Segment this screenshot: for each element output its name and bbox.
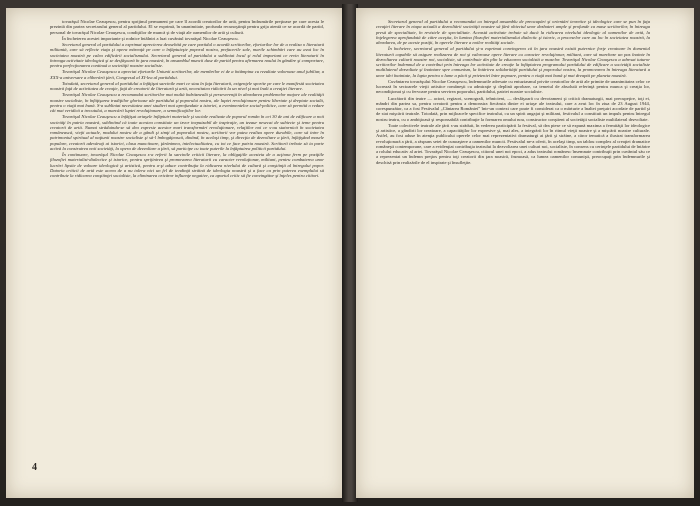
paragraph: În încheierea acestei importante şi rodnice întâlniri a luat cuvântul tovarăşul Nicolae Ceauşescu. (62, 35, 239, 41)
paragraph: Toate colectivele teatrale ale ţării s-au străduit, în vederea participării la festival, să dea piese ce să expună maxima a fermităţii lor ideologice şi artistice, a gândirii lor creatoare, a capacităţilor lor expresive şi, mai ales, a integrării lor în ritmul vieţii noastre şi a mişcării noastre culturale. Astfel, au fost aduse în atenţia publicului operele celor mai reprezentativi dramaturgi ai ţării şi străine, a căror tematică a ilustrat transformarea revoluţionară a ţării, a răspuns setei de cunoaştere a oamenilor muncii. Festivalul ne-a oferit, în acelaşi timp, un tablou complex al creaţiei dramatice româneşti contemporane, care a evidenţiat contribuţia teatrului la dezvoltarea unei culturi noi, socialiste, în consens cu cerinţele partidului de întărire a rolului educativ al artei. Tovarăşul Nicolae Ceauşescu, ctitorul unei noi epoci, a adus teatrului românesc însemnate contribuţii prin cuvântul său ce a reprezentat un îndemn preţios pentru toţi creatorii din ţara noastră, frumoasă, ca lumea oamenilor comunişti, preocupaţi prin îndemnurile şi deschisă prin realizările de el inspirate şi însufleţite. (376, 122, 650, 165)
paragraph: Tovarăşul Nicolae Ceauşescu a apreciat eforturile Uniunii scriitorilor, ale membrilor ei de a întâmpina cu rezultate valoroase anul jubiliar, a XXX-a aniversare a eliberării ţării, Congresul al XI-lea al partidului. (50, 69, 324, 80)
paragraph: Lucrătorii din teatre — actori, regizori, scenografi, tehnicieni, — desfăşoară cu devotament şi critică dramaturgii, mai precupeţire, toţi ei, mândri din partea sa, pentru creatorii pentru a demonstra fiecăruia dintre ei uriaşe ale teatrului, care a avut loc în ziua de 23 August 1944, corespunzător, ca a fost Festivalul „Cântarea României” într-un context care poate fi considerat ca o mărturie a înaltei preţuiri acordate de partid şi de stat mişcării teatrale. Totodată, prin mijloacele specifice teatrului, cu un spirit angajat şi militant, festivalul a constituit un impuls pentru întregul nostru teatru, cu o ambiţioasă şi responsabilă contribuţie la formarea omului nou, constructor conştient al societăţii socialiste multilateral dezvoltate. (376, 95, 650, 122)
right-text-column (376, 19, 650, 166)
paragraph: În încheiere, secretarul general al partidului şi-a exprimat convingerea că în ţara noastră există puternice forţe creatoare în domeniul literaturii capabile să asigure realizarea de noi şi valoroase opere literare cu caracter revoluţionar, militant, care să marcheze un pas înainte în dezvoltarea culturii noastre noi, socialiste, să contribuie din plin la educarea socialistă a maselor. Tovarăşul Nicolae Ceauşescu a adresat tuturor scriitorilor îndemnul de a contribui prin întreaga lor activitate de creaţie la înfăptuirea programului partidului de edificare a societăţii socialiste multilateral dezvoltate şi înaintare spre comunism, la întărirea solidarităţii partidului şi poporului nostru, la promovarea în întreaga literatură a unor idei înaintate, la lupta pentru o lume a păcii şi prieteniei între popoare, pentru o viaţă mai bună şi mai dreaptă pe planeta noastră. (376, 46, 650, 78)
paragraph: tovarăşul Nicolae Ceauşescu, pentru sprijinul permanent pe care îl acordă creatorilor de artă, pentru îndrumările preţioase pe care acesta le prezintă din partea secretarului general al partidului. El se exprimă, în unanimitate, profunda recunoştinţă pentru grija atentă ce se acordă de partid, personal de tovarăşul Nicolae Ceauşescu, condiţiilor de muncă şi de viaţă ale oamenilor de artă şi cultură. (50, 19, 324, 35)
left-page (6, 8, 344, 498)
paragraph: Cuvântarea tovarăşului Nicolae Ceauşescu, îndemnurile adresate cu entuziasmul privite creatorilor de artă ale primite de unanimitatea celor ce lucrează în sectoarele vieţii artistice româneşti cu admiraţie şi deplină aprobare, ca temeiul de absolută referinţă pentru munca şi creaţia lor, necondiţionat şi cu fervoare pentru servirea poporului, partidului, patriei noastre socialiste. (376, 78, 650, 95)
paragraph: Totodată, secretarul general al partidului a înfăţişat sarcinile mari ce stau în faţa literaturii, exigenţele sporite pe care le manifestă societatea noastră faţă de activitatea de creaţie, faţă de creatorii de literatură şi artă, necesitatea ridicării la un nivel şi mai înalt a creaţiei literare. (50, 80, 324, 91)
page-number: 4 (32, 462, 37, 473)
paragraph: În continuare, tovarăşul Nicolae Ceauşescu s-a referit la sarcinile criticii literare, la obligaţiile acesteia de a acţiona ferm pe poziţiile filozofiei materialist-dialectice şi istorice, pentru sprijinirea şi promovarea literaturii cu caracter revoluţionar, militant, pentru combaterea unor lucrări lipsite de valoare ideologică şi artistică, pentru a-şi aduce contribuţia la ridicarea nivelului de cultură şi conştiinţă al întregului popor. Datoria criticii de artă este aceea de a nu tolera nici un fel de tendinţă străină de ideologia noastră şi a face ca prin puterea exemplului să contribuie la ridicarea conştiinţei socialiste, la eliminarea oricăror influenţe negative, ca aportul critic să fie convingător şi înţeles pentru cititori. (50, 152, 324, 178)
paragraph: Tovarăşul Nicolae Ceauşescu a înfăţişat uriaşele înfăptuiri materiale şi sociale realizate de poporul român în cei 30 de ani de edificare a noii societăţi în patria noastră, subliniind că toate acestea constituie un izvor inepuizabil de inspiraţie, un tezaur nesecat de subiecte şi teme pentru creatorii de artă. Numai străduindu-se să dea expresie acestor mari transformări revoluţionare, relaţiilor noi ce s-au statornicit în societatea românească, vieţii actuale, modului nostru de a gândi şi simţi al poporului nostru, scriitorii vor putea realiza opere durabile, care să intre în patrimoniul spiritual al naţiunii noastre socialiste şi să-l îmbogăţească, dinând, în acelaşi timp, şi direcţia de dezvoltare a ţării, înfăţişând masele populare, creatorii adevăraţi ai istoriei, clasa muncitoare, ţărănimea, intelectualitatea, cu tot ce face patria noastră. Scriitorii trebuie să ia parte activă la construirea noii societăţi, la opera de dezvoltare a ţării, să participe cu toate puterile la înfăptuirea politicii partidului. (50, 114, 324, 151)
left-text-column (50, 19, 324, 179)
paragraph: Secretarul general al partidului a exprimat aprecierea deosebită pe care partidul o acordă scriitorilor, eforturilor lor de a realiza o literatură militantă, care să reflecte viaţa şi opera măreaţă pe care o înfăptuieşte poporul nostru, prefacerile sale, marile schimbări care au avut loc în societatea noastră pe calea edificării socialismului. Secretarul general al partidului a subliniat locul şi rolul important ce revin literaturii în întreaga activitate ideologică şi se desfăşoară în ţara noastră, în ansamblul muncii duse de partid pentru afirmarea noului în gândire şi comportare, pentru perfecţionarea continuă a societăţii noastre socialiste. (50, 42, 324, 68)
right-page (356, 8, 694, 498)
paragraph: Tovarăşul Nicolae Ceauşescu a recomandat scriitorilor mai multă îndrăzneală şi perseverenţă în abordarea problemelor majore ale realităţii noastre socialiste, în înfăţişarea tradiţiilor glorioase ale partidului şi poporului nostru, ale luptei revoluţionare pentru libertate şi dreptate socială, pentru o viaţă mai bună. S-a subliniat necesitatea unei studieri mai aprofundate a istoriei, a evenimentelor social-politice, care să permită o redare cât mai veridică a trecutului, a marcării luptei revoluţionare, a semnificaţiilor lor. (50, 92, 324, 113)
paragraph: Secretarul general al partidului a recomandat ca întregul ansamblu de preocupări şi orientări teoretice şi ideologice care se pun în faţa creaţiei literare în etapa actuală a dezvoltării societăţii noastre să fără obiectul unor dezbateri ample şi profunde ca mase scriitorilor, în întreaga presă de specialitate, în revistele de specialitate. Această activitate trebuie să ducă la ridicarea nivelului ideologic al oamenilor de artă, la înţelegerea aprofundată de către aceştia, în lumina filozofiei materialismului dialectic şi istoric, a proceselor care au loc în societatea noastră, la abordarea, de pe aceste poziţii, în operele literare a noilor realităţi sociale. (376, 19, 650, 45)
